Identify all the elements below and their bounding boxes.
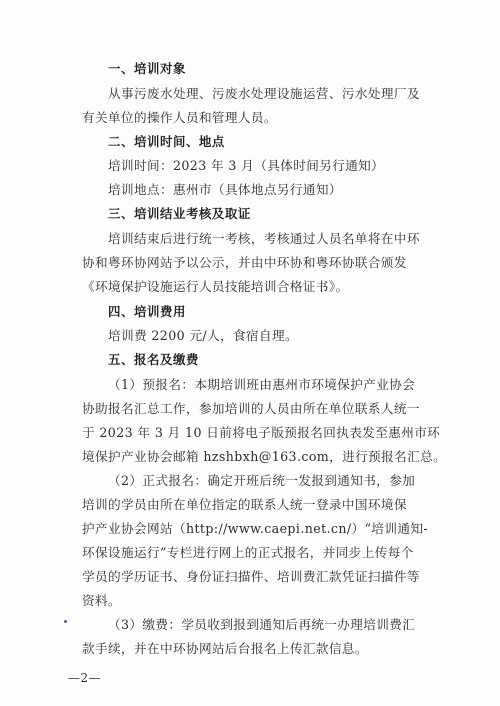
section-heading-5: 五、报名及缴费 — [108, 352, 199, 367]
section-heading-3: 三、培训结业考核及取证 — [108, 206, 251, 221]
page-number: —2— — [68, 671, 102, 685]
body-line: 培训费 2200 元/人，食宿自理。 — [108, 328, 299, 343]
body-line: 于 2023 年 3 月 10 日前将电子版预报名回执表发至惠州市环 — [82, 425, 441, 440]
body-line: （2）正式报名：确定开班后统一发报到通知书，参加 — [108, 473, 416, 488]
body-line: （1）预报名：本期培训班由惠州市环境保护产业协会 — [108, 377, 416, 392]
body-line: 培训的学员由所在单位指定的联系人统一登录中国环境保 — [82, 497, 407, 512]
body-line: 协助报名汇总工作，参加培训的人员由所在单位联系人统一 — [82, 401, 420, 416]
body-line: 培训结束后进行统一考核，考核通过人员名单将在中环 — [108, 231, 420, 246]
section-heading-1: 一、培训对象 — [108, 61, 186, 76]
body-line: 有关单位的操作人员和管理人员。 — [82, 110, 277, 125]
body-line: （3）缴费：学员收到报到通知后再统一办理培训费汇 — [108, 617, 416, 632]
body-line: 护产业协会网站（http://www.caepi.net.cn/）“培训通知- — [82, 521, 429, 536]
body-line: 协和粤环协网站予以公示，并由中环协和粤环协联合颁发 — [82, 255, 407, 270]
body-line: 培训地点：惠州市（具体地点另行通知） — [108, 182, 342, 197]
body-line: 境保护产业协会邮箱 hzshbxh@163.com，进行预报名汇总。 — [82, 449, 447, 464]
body-line: 环保设施运行”专栏进行网上的正式报名，并同步上传每个 — [82, 545, 414, 560]
body-line: 培训时间：2023 年 3 月（具体时间另行通知） — [108, 158, 385, 173]
ink-dot — [64, 620, 67, 623]
body-line: 资料。 — [82, 593, 121, 608]
body-line: 学员的学历证书、身份证扫描件、培训费汇款凭证扫描件等 — [82, 569, 420, 584]
body-line: 《环境保护设施运行人员技能培训合格证书》。 — [82, 279, 349, 294]
body-line: 从事污废水处理、污废水处理设施运营、污水处理厂及 — [108, 86, 420, 101]
body-line: 款手续，并在中环协网站后台报名上传汇款信息。 — [82, 641, 368, 656]
section-heading-4: 四、培训费用 — [108, 304, 186, 319]
section-heading-2: 二、培训时间、地点 — [108, 134, 225, 149]
